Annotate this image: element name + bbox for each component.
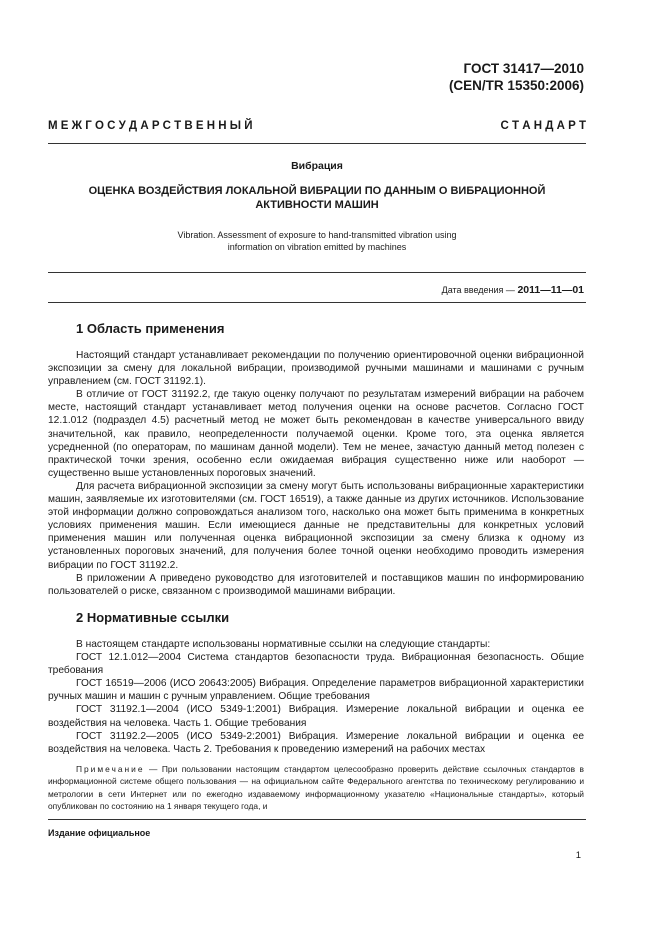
- note-paragraph: [48, 763, 584, 813]
- section1-paragraph: Для расчета вибрационной экспозиции за смену могут быть использованы вибрационные характеристики машин, заявляемые их изготовителями (см. ГОСТ 16519), а также данные из других источников. Использование этой информации должно сопровождаться анализом того, насколько она может быть применима в конкретных условиях применения машин. Если имеющиеся данные не представительны для конкретных условий применения машин или полученная оценка вибрационной экспозиции за смену близка к одному из установленных пороговых значений, для получения более точной оценки необходимо проводить измерения вибрации по ГОСТ 31192.2.: [48, 480, 584, 571]
- note-text: — При пользовании настоящим стандартом целесообразно проверить действие ссылочных стандартов в информационной системе общего пользования — на официальном сайте Федерального агентства по техническому регулированию и метрологии в сети Интернет или по ежегодно издаваемому информационному указателю «Национальные стандарты», который опубликован по состоянию на 1 января текущего года, и: [48, 764, 585, 812]
- section2-heading: 2 Нормативные ссылки: [76, 610, 230, 625]
- interstate-standard-banner: [48, 120, 586, 132]
- footer-divider: [48, 819, 586, 820]
- english-title: [48, 229, 586, 253]
- page-number: 1: [575, 850, 581, 861]
- title-divider: [48, 272, 586, 273]
- normative-reference: ГОСТ 31192.1—2004 (ИСО 5349-1:2001) Вибрация. Измерение локальной вибрации и оценка ее воздействия на человека. Часть 1. Общие требования: [48, 704, 584, 729]
- introduction-date-value: 2011—11—01: [517, 284, 584, 296]
- section1-paragraph: Настоящий стандарт устанавливает рекомендации по получению ориентировочной оценки вибрационной экспозиции за смену для локальной вибрации, производимой ручными машинами и машинами с ручным управлением (см. ГОСТ 31192.1).: [48, 350, 584, 388]
- note-label: Примечание: [76, 764, 145, 774]
- normative-reference: ГОСТ 12.1.012—2004 Система стандартов безопасности труда. Вибрационная безопасность. Общие требования: [48, 652, 584, 677]
- note-block: [48, 763, 584, 813]
- english-title-line1: Vibration. Assessment of exposure to hand-transmitted vibration using: [177, 230, 457, 240]
- english-title-line2: information on vibration emitted by machines: [227, 242, 407, 252]
- banner-word-standard: С Т А Н Д А Р Т: [500, 120, 586, 132]
- standard-code: [449, 60, 584, 94]
- section1-heading: 1 Область применения: [76, 321, 225, 336]
- document-title: [48, 184, 586, 212]
- document-title-line2: АКТИВНОСТИ МАШИН: [255, 199, 379, 211]
- banner-word-interstate: М Е Ж Г О С У Д А Р С Т В Е Н Н Ы Й: [48, 120, 253, 132]
- normative-reference: ГОСТ 16519—2006 (ИСО 20643:2005) Вибрация. Определение параметров вибрационной характеристики ручных машин и машин с ручным управлением. Общие требования: [48, 678, 584, 703]
- section1-paragraph: В приложении А приведено руководство для изготовителей и поставщиков машин по информированию пользователей о риске, связанном с производимой машинами вибрации.: [48, 572, 584, 597]
- section2-paragraph: В настоящем стандарте использованы нормативные ссылки на следующие стандарты:: [76, 639, 491, 650]
- standard-code-gost: ГОСТ 31417—2010: [463, 61, 584, 76]
- date-divider: [48, 302, 586, 303]
- introduction-date-label: Дата введения —: [441, 285, 515, 295]
- banner-divider: [48, 143, 586, 144]
- official-edition-label: Издание официальное: [48, 828, 151, 838]
- document-title-line1: ОЦЕНКА ВОЗДЕЙСТВИЯ ЛОКАЛЬНОЙ ВИБРАЦИИ ПО ДАННЫМ О ВИБРАЦИОННОЙ: [88, 185, 546, 197]
- subject-heading: Вибрация: [291, 160, 343, 172]
- introduction-date: [442, 284, 584, 296]
- section2-body: [48, 638, 584, 756]
- section1-paragraph: В отличие от ГОСТ 31192.2, где такую оценку получают по результатам измерений вибрации на рабочем месте, настоящий стандарт устанавливает метод получения оценки на основе расчетов. Согласно ГОСТ 12.1.012 (подраздел 4.5) расчетный метод не может быть рекомендован в качестве универсального ввиду значительной, как правило, неопределенности получаемой оценки. Кроме того, эта оценка является усредненной (по операторам, по машинам данной модели). Тем не менее, зачастую данный метод полезен с практической точки зрения, особенно если ожидаемая вибрация существенно ниже или наоборот — существенно выше установленных пороговых значений.: [48, 389, 584, 479]
- standard-code-cen: (CEN/TR 15350:2006): [448, 78, 584, 93]
- normative-reference: ГОСТ 31192.2—2005 (ИСО 5349-2:2001) Вибрация. Измерение локальной вибрации и оценка ее воздействия на человека. Часть 2. Требования к проведению измерений на рабочих местах: [48, 730, 584, 755]
- section1-body: [48, 349, 584, 598]
